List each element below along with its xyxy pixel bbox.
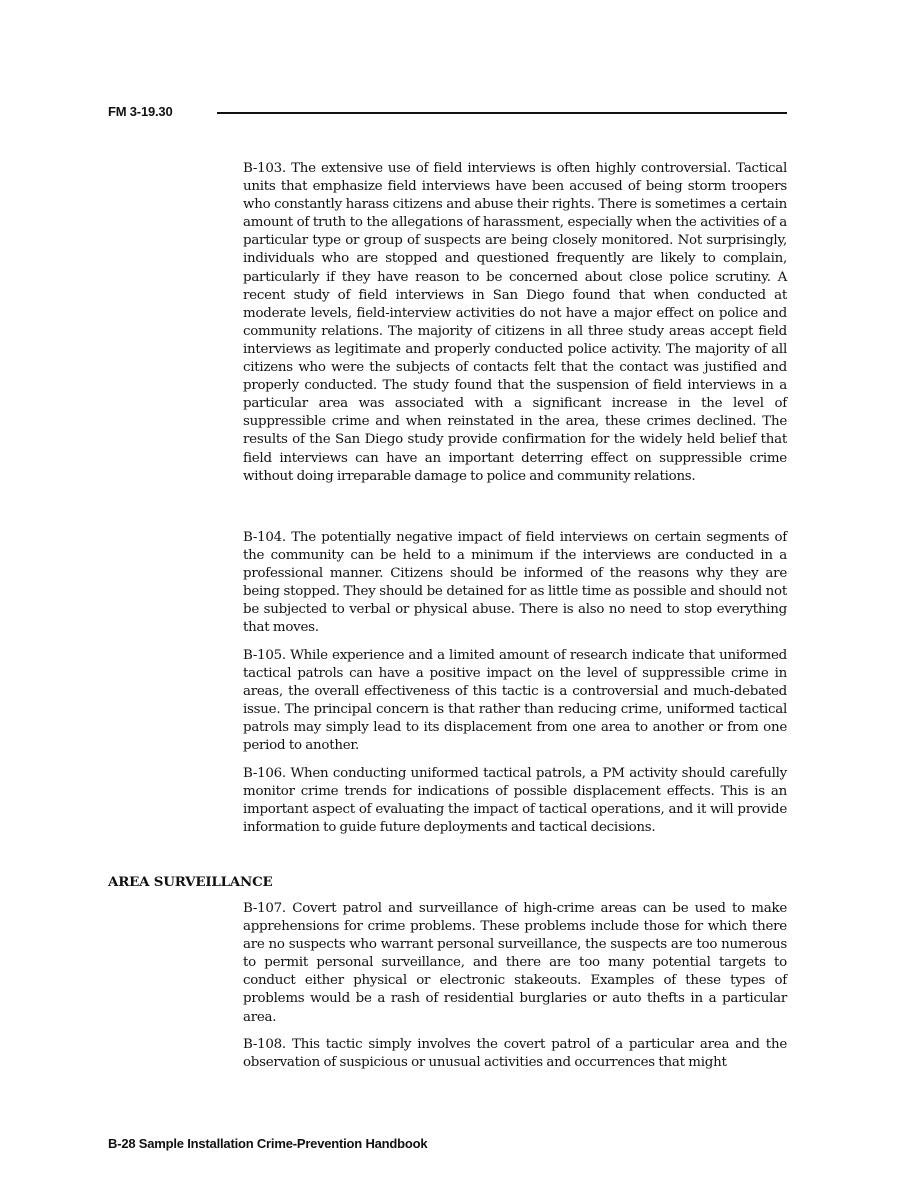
paragraph-b106 [243,765,787,837]
paragraph-text: B-108. This tactic simply involves the covert patrol of a particular area and the observation of suspicious or unusual activities and occurrences that might [243,1037,787,1071]
section-heading: AREA SURVEILLANCE [108,874,273,890]
paragraph-text: B-107. Covert patrol and surveillance of high-crime areas can be used to make apprehensions for crime problems. These problems include those for which there are no suspects who warrant personal surveillance, the suspects are too numerous to permit personal surveillance, and there are too many potential targets to conduct either physical or electronic stakeouts. Examples of these types of problems would be a rash of residential burglaries or auto thefts in a particular area. [243,901,787,1025]
paragraph-b105 [243,647,787,756]
paragraph-text: B-103. The extensive use of field interviews is often highly controversial. Tactical units that emphasize field interviews have been accused of being storm troopers who constantly harass citizens and abuse their rights. There is sometimes a certain amount of truth to the allegations of harassment, especially when the activities of a particular type or group of suspects are being closely monitored. Not surprisingly, individuals who are stopped and questioned frequently are likely to complain, particularly if they have reason to be concerned about close police scrutiny. A recent study of field interviews in San Diego found that when conducted at moderate levels, field-interview activities do not have a major effect on police and community relations. The majority of citizens in all three study areas accept field interviews as legitimate and properly conducted police activity. The majority of all citizens who were the subjects of contacts felt that the contact was justified and properly conducted. The study found that the suspension of field interviews in a particular area was associated with a significant increase in the level of suppressible crime and when reinstated in the area, these crimes declined. The results of the San Diego study provide confirmation for the widely held belief that field interviews can have an important deterring effect on suppressible crime without doing irreparable damage to police and community relations. [243,161,787,484]
paragraph-text: B-104. The potentially negative impact of field interviews on certain segments of the community can be held to a minimum if the interviews are conducted in a professional manner. Citizens should be informed of the reasons why they are being stopped. They should be detained for as little time as possible and should not be subjected to verbal or physical abuse. There is also no need to stop everything that moves. [243,530,787,636]
paragraph-b107 [243,900,787,1027]
page-footer: B-28 Sample Installation Crime-Prevention Handbook [108,1136,428,1151]
paragraph-b104 [243,529,787,638]
paragraph-text: B-106. When conducting uniformed tactical patrols, a PM activity should carefully monitor crime trends for indications of possible displacement effects. This is an important aspect of evaluating the impact of tactical operations, and it will provide information to guide future deployments and tactical decisions. [243,766,787,836]
paragraph-b103 [243,160,787,486]
header-rule [217,112,787,114]
paragraph-b108 [243,1036,787,1072]
running-header: FM 3-19.30 [108,104,173,119]
paragraph-text: B-105. While experience and a limited amount of research indicate that uniformed tactical patrols can have a positive impact on the level of suppressible crime in areas, the overall effectiveness of this tactic is a controversial and much-debated issue. The principal concern is that rather than reducing crime, uniformed tactical patrols may simply lead to its displacement from one area to another or from one period to another. [243,648,787,754]
